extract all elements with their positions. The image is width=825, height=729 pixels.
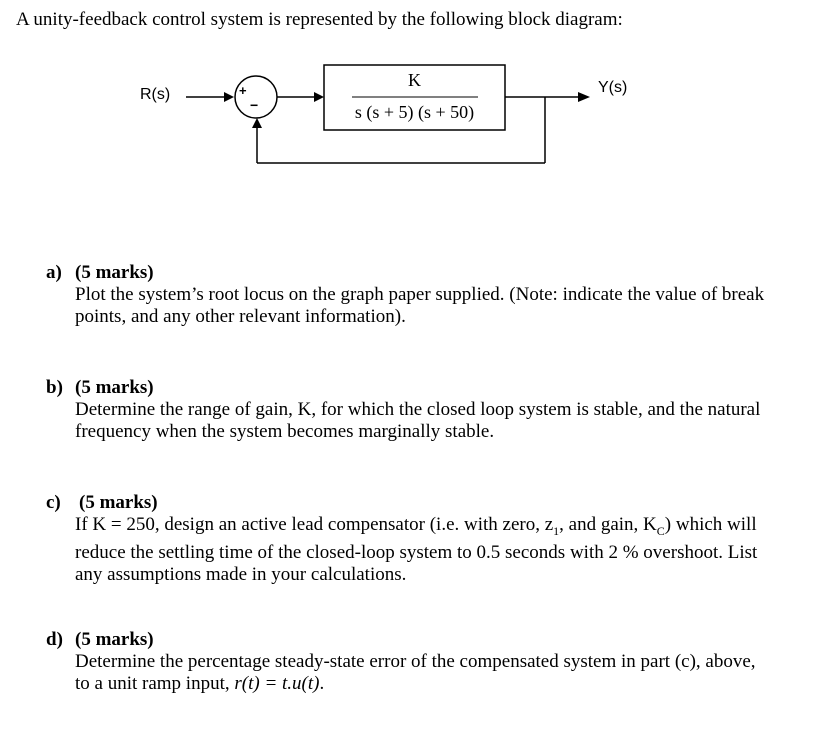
question-c-line-2: reduce the settling time of the closed-loop system to 0.5 seconds with 2 % overshoot. List	[75, 541, 758, 563]
question-a-marks: (5 marks)	[75, 262, 154, 283]
question-a-line-2: points, and any other relevant information).	[75, 306, 406, 327]
question-a-text	[75, 284, 764, 328]
input-label: R(s)	[140, 86, 171, 103]
output-label: Y(s)	[598, 79, 628, 96]
tf-denominator: s (s + 5) (s + 50)	[354, 102, 475, 122]
sum-minus-sign: −	[250, 97, 259, 113]
input-arrowhead	[224, 92, 234, 102]
question-d-text	[75, 651, 756, 695]
output-arrowhead	[578, 92, 590, 102]
question-d-line-2	[75, 673, 756, 695]
question-b-line-2: frequency when the system becomes marginally stable.	[75, 421, 495, 442]
tf-numerator: K	[408, 70, 421, 90]
question-c-label: c)	[46, 492, 61, 513]
question-b-marks: (5 marks)	[75, 377, 154, 398]
question-d-label: d)	[46, 629, 63, 650]
question-c-line-1-a: If K = 250, design an active lead compensator (i.e. with zero, z	[75, 514, 554, 535]
question-a-line-1: Plot the system’s root locus on the graph paper supplied. (Note: indicate the value of break	[75, 284, 765, 305]
intro-text: A unity-feedback control system is represented by the following block diagram:	[16, 9, 623, 30]
question-c-line-1-b: , and gain, K	[559, 514, 657, 535]
question-d-line-2-end: .	[319, 673, 325, 694]
question-c-line-1-c: ) which will	[664, 514, 757, 535]
question-d-line-2-a: to a unit ramp input,	[75, 673, 235, 694]
question-b-line-1: Determine the range of gain, K, for which the closed loop system is stable, and the natural	[75, 399, 761, 420]
question-c-line-1	[75, 514, 757, 542]
feedback-arrowhead	[252, 118, 262, 128]
ramp-input-expression: r(t) = t.u(t)	[234, 673, 320, 694]
question-c-line-3: any assumptions made in your calculations.	[75, 563, 407, 585]
question-c-text	[75, 514, 757, 586]
gain-subscript: C	[656, 523, 665, 538]
sum-plus-sign: +	[239, 83, 247, 98]
question-d-marks: (5 marks)	[75, 629, 154, 650]
question-a-label: a)	[46, 262, 62, 283]
question-c-marks: (5 marks)	[79, 492, 158, 513]
question-d-line-1: Determine the percentage steady-state error of the compensated system in part (c), above,	[75, 651, 756, 672]
question-b-text	[75, 399, 760, 443]
question-b-label: b)	[46, 377, 63, 398]
forward-arrowhead	[314, 92, 324, 102]
zero-subscript: 1	[553, 523, 560, 538]
